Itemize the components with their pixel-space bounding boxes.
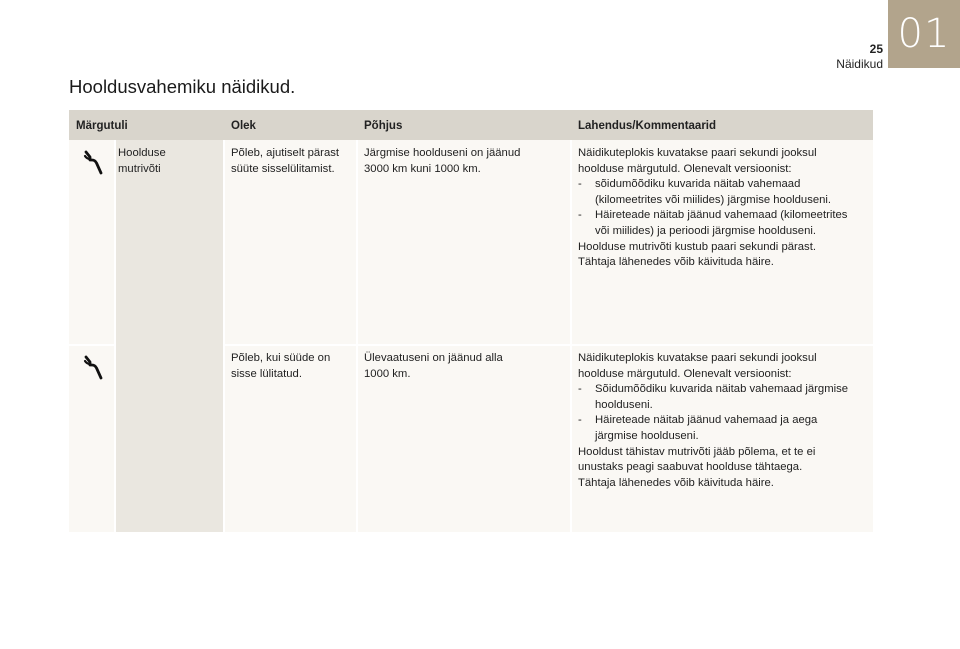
chapter-tab — [888, 0, 960, 68]
list-item: - Sõidumõõdiku kuvarida näitab vahemaad järgmise hoolduseni. — [578, 383, 849, 411]
indicator-name-column — [115, 140, 224, 532]
list-item: - Häireteade näitab jäänud vahemaad (kilomeetrites või miilides) ja perioodi järgmise hoolduseni. — [578, 209, 848, 237]
column-header-state: Olek — [231, 120, 256, 132]
row2-comments: Näidikuteplokis kuvatakse paari sekundi jooksul hoolduse märgutuld. Olenevalt versioonist: - Sõidumõõdiku kuvarida näitab vahemaad järgmise hoolduseni. - Häireteade näitab jäänud vahemaad ja aega järgmise hoolduseni. Hooldust tähistav mutrivõti jääb põlema, et te ei unustaks peagi saabuvat hoolduse tähtaega. Tähtaja lähenedes võib käivituda häire. — [578, 351, 870, 491]
row1-state: Põleb, ajutiselt pärast süüte sisselülitamist. — [231, 147, 340, 175]
column-header-comments: Lahendus/Kommentaarid — [578, 120, 717, 132]
row-divider — [225, 344, 873, 346]
wrench-icon — [82, 354, 104, 380]
section-name: Näidikud — [836, 57, 883, 71]
row1-comments: Näidikuteplokis kuvatakse paari sekundi jooksul hoolduse märgutuld. Olenevalt versioonist: - sõidumõõdiku kuvarida näitab vahemaad (kilomeetrites või miilides) järgmise hoolduseni. - Häireteade näitab jäänud vahemaad (kilomeetrites või miilides) ja perioodi järgmise hoolduseni. Hoolduse mutrivõti kustub paari sekundi pärast. Tähtaja lähenedes võib käivituda häire. — [578, 146, 870, 271]
indicator-name: Hoolduse mutrivõti — [118, 147, 166, 175]
page-title: Hooldusvahemiku näidikud. — [69, 76, 296, 97]
row2-state: Põleb, kui süüde on sisse lülitatud. — [231, 352, 331, 380]
row-divider — [69, 344, 114, 346]
column-divider — [356, 140, 358, 532]
column-divider — [570, 140, 572, 532]
indicator-table — [69, 110, 873, 532]
list-item: - Häireteade näitab jäänud vahemaad ja aega järgmise hoolduseni. — [578, 414, 818, 442]
column-divider — [223, 140, 225, 532]
row2-cause: Ülevaatuseni on jäänud alla 1000 km. — [364, 352, 503, 380]
column-header-indicator: Märgutuli — [76, 120, 128, 132]
column-divider — [114, 140, 116, 532]
wrench-icon — [82, 149, 104, 175]
column-header-cause: Põhjus — [364, 120, 403, 132]
table-header — [69, 110, 873, 140]
page-number: 25 — [869, 42, 883, 56]
list-item: - sõidumõõdiku kuvarida näitab vahemaad (kilomeetrites või miilides) järgmise hoolduseni. — [578, 178, 832, 206]
table-body — [69, 140, 873, 532]
chapter-number: 01 — [897, 11, 951, 57]
row1-cause: Järgmise hoolduseni on jäänud 3000 km kuni 1000 km. — [364, 147, 521, 175]
